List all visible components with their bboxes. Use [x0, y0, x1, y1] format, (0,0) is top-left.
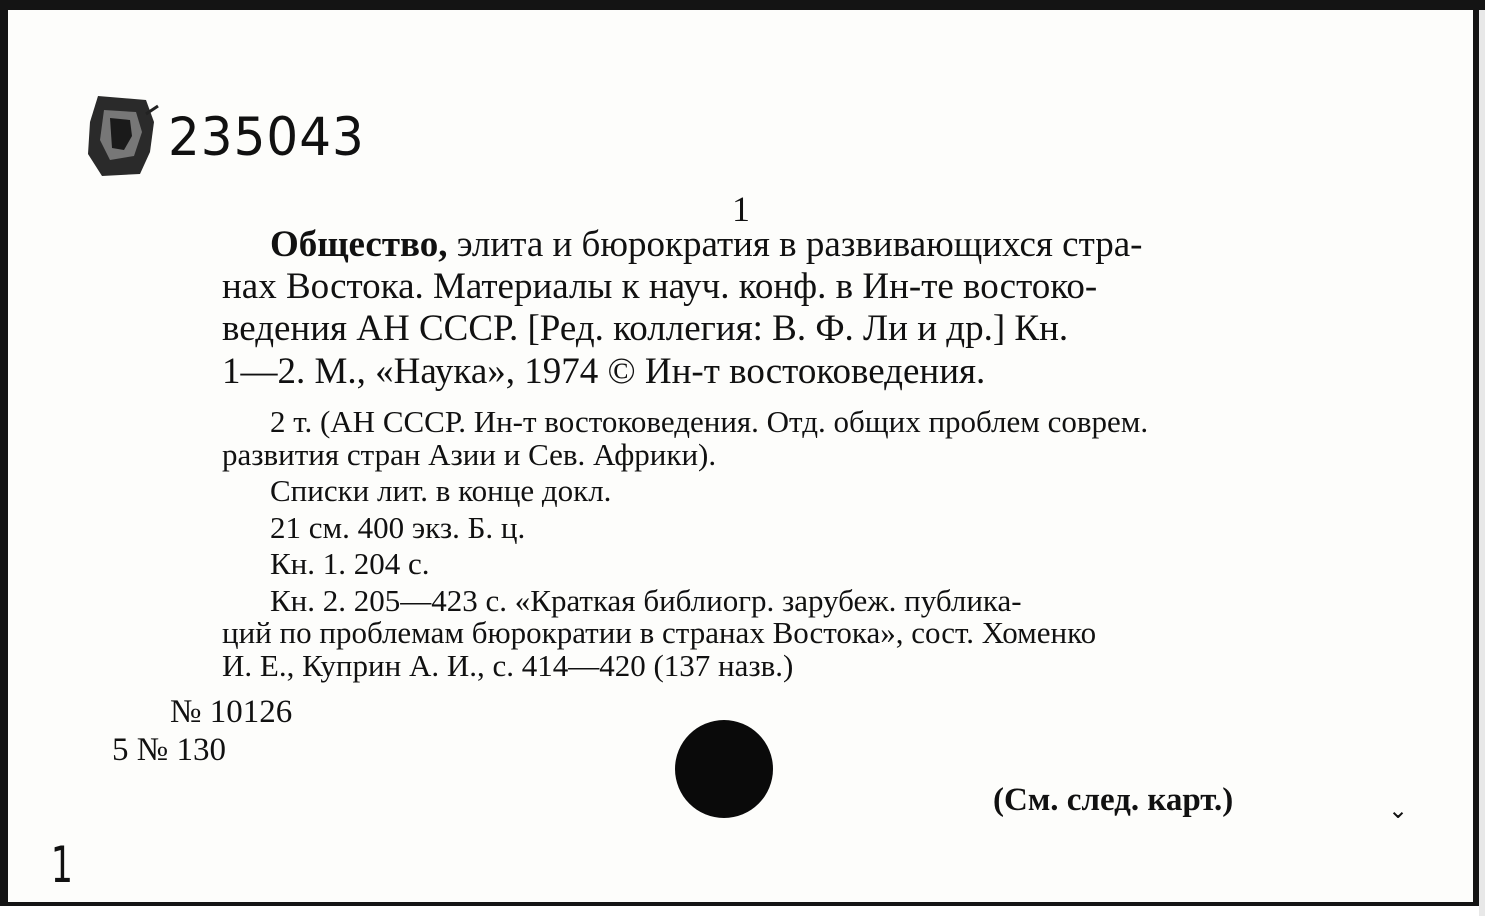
- title-line-4: 1—2. М., «Наука», 1974 © Ин-т востоковедения.: [222, 350, 986, 392]
- black-dot-mark: [675, 720, 773, 818]
- bibliography-note: Списки лит. в конце докл.: [270, 473, 612, 509]
- card-number: 1: [732, 189, 750, 229]
- book2-note-1: Кн. 2. 205—423 с. «Краткая библиогр. зарубеж. публика-: [270, 582, 1022, 618]
- title-line-1: элита и бюрократия в развивающихся стра-: [447, 224, 1143, 265]
- library-stamp-icon: [80, 92, 162, 178]
- handwritten-mark: 1: [50, 836, 74, 894]
- inventory-number: 235043: [168, 106, 365, 168]
- card-edge: [1479, 10, 1485, 916]
- title-heading: Общество,: [270, 224, 448, 265]
- book2-note-2: ций по проблемам бюрократии в странах Востока», сост. Хоменко: [222, 615, 1097, 651]
- title-line-3: ведения АН СССР. [Ред. коллегия: В. Ф. Ли и др.] Кн.: [222, 308, 1069, 350]
- title-line-2: нах Востока. Материалы к науч. конф. в Ин-те востоко-: [222, 266, 1098, 308]
- series-note-2: развития стран Азии и Сев. Африки).: [222, 436, 717, 472]
- tick-mark-icon: ⌄: [1388, 798, 1409, 824]
- book2-note-3: И. Е., Куприн А. И., с. 414—420 (137 назв.): [222, 647, 794, 683]
- catalog-number-2: 5 № 130: [112, 732, 226, 768]
- book1-note: Кн. 1. 204 с.: [270, 546, 430, 582]
- format-note: 21 см. 400 экз. Б. ц.: [270, 509, 526, 545]
- main-entry: [222, 224, 1143, 393]
- continuation-note: (См. след. карт.): [993, 782, 1234, 818]
- catalog-number-1: № 10126: [170, 694, 293, 730]
- series-note-1: 2 т. (АН СССР. Ин-т востоковедения. Отд. общих проблем соврем.: [270, 404, 1149, 439]
- notes-block: [222, 406, 1148, 682]
